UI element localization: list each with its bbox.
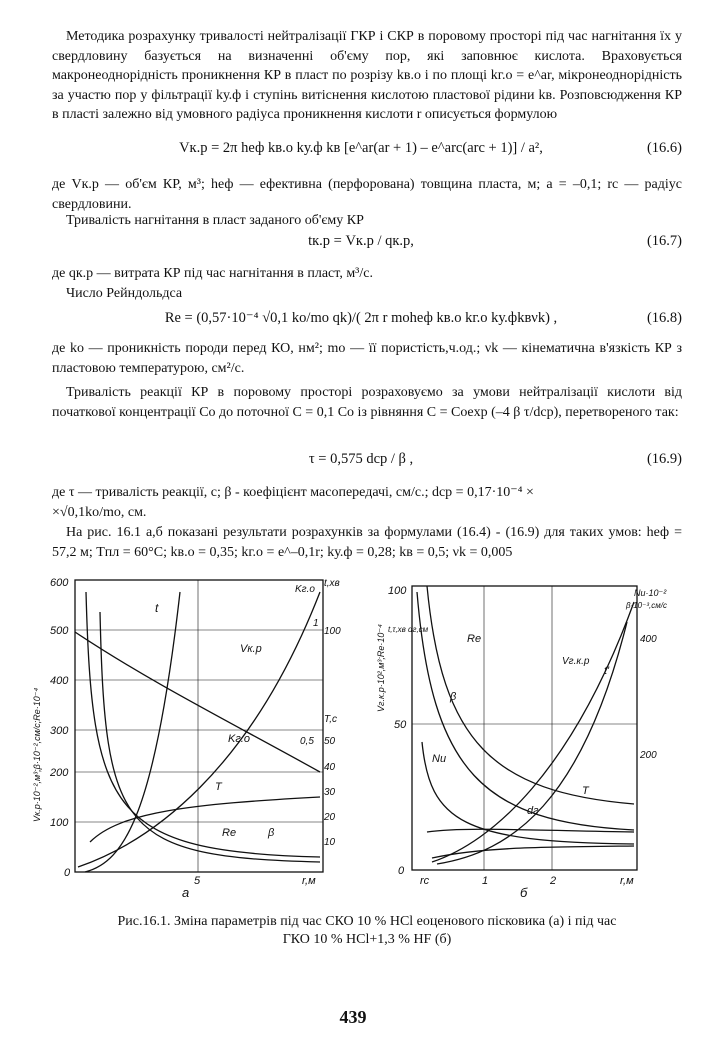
right-tick: 100 bbox=[324, 626, 341, 637]
right-tick: 50 bbox=[324, 736, 336, 747]
page-number: 439 bbox=[339, 1007, 367, 1027]
right-tick: 200 bbox=[640, 750, 657, 761]
curve-label-beta: β bbox=[268, 827, 275, 839]
curve-label-t: t bbox=[155, 601, 159, 615]
y-axis-label: Vк.р·10⁻²,м³;β·10⁻²,см/с;Re·10⁻⁴ bbox=[32, 687, 42, 822]
equation-number: (16.6) bbox=[646, 140, 682, 156]
y-tick: 50 bbox=[394, 719, 407, 731]
equation-number: (16.7) bbox=[646, 233, 682, 249]
paragraph-reaction: Тривалість реакції КР в поровому просторі розраховуємо за умови нейтралізації кислоти від початкової концентрації Cо до поточної C = 0,1 Cо із рівняння C = Cоexp (–4 β τ/dср), перетвореного так: bbox=[52, 385, 682, 420]
right-tick: 20 bbox=[324, 812, 336, 823]
x-unit: r,м bbox=[302, 875, 316, 887]
curve-label-beta: β bbox=[450, 691, 457, 703]
curve-label-vgkr: Vг.к.р bbox=[562, 656, 590, 667]
curve-re bbox=[86, 592, 320, 857]
kgo-one-label: 1 bbox=[313, 618, 319, 629]
curve-label-kgo: Kг.о bbox=[228, 733, 250, 745]
equation-formula: τ = 0,575 dср / β , bbox=[308, 451, 414, 467]
figure-b bbox=[372, 572, 690, 900]
right-axis-label-2: β·10⁻³,см/с bbox=[626, 601, 667, 610]
curve-re bbox=[427, 586, 634, 804]
x-tick: 1 bbox=[482, 875, 489, 887]
x-tick: 5 bbox=[194, 875, 201, 887]
curve-label-dr: dг bbox=[527, 805, 539, 817]
equation-16-9 bbox=[100, 451, 682, 473]
curve-label-re: Re bbox=[222, 827, 237, 839]
figure-a-frame bbox=[75, 580, 323, 872]
equation-16-6 bbox=[100, 140, 682, 162]
curve-beta bbox=[417, 592, 634, 830]
paragraph-legend-4: де τ — тривалість реакції, с; β - коефіцієнт масопередачі, см/с.; dср = 0,17·10⁻⁴ × ×√0,1kо/mо, см. bbox=[52, 485, 534, 520]
curve-kgo bbox=[75, 632, 320, 772]
equation-formula: Re = (0,57·10⁻⁴ √0,1 kо/mо qk)/( 2π r mоhеф kв.о kг.о kу.фkвνk) , bbox=[164, 310, 558, 326]
y-axis-label: Vг.к.р·10²,м³;Re·10⁻⁴ bbox=[376, 623, 386, 712]
curve-label-tprime: t' bbox=[604, 665, 610, 677]
right-axis-label: t,хв bbox=[324, 578, 340, 589]
equation-formula: tк.р = Vк.р / qк.р, bbox=[308, 233, 414, 249]
right-tick: 40 bbox=[324, 762, 336, 773]
right-tick: 30 bbox=[324, 787, 336, 798]
equation-formula: Vк.р = 2π hеф kв.о kу.ф kв [e^ar(ar + 1) – e^arс(arс + 1)] / a², bbox=[179, 140, 543, 156]
x-unit: r,м bbox=[620, 875, 634, 887]
x-tick: rс bbox=[420, 875, 430, 887]
y-tick: 400 bbox=[50, 675, 69, 687]
curve-dr bbox=[427, 829, 634, 832]
curve-label-tau: T bbox=[215, 781, 222, 793]
curve-label-tau: T bbox=[582, 785, 589, 797]
y-tick: 100 bbox=[388, 585, 407, 597]
y-tick: 0 bbox=[64, 867, 71, 879]
right-axis-label: Nu·10⁻² bbox=[634, 588, 667, 598]
paragraph-method: Методика розрахунку тривалості нейтралізації ГКР і СКР в поровому просторі під час нагнітання їх у свердловину базується на визначенні об'єму пор, які заповнює кислота. Враховується макронеоднорідність проникнення КР в пласт по розрізу kв.о і по площі kг.о = e^ar, мікронеоднорідність за участю пор у фільтрації kу.ф і ступінь витіснення кислотою пластової рідини kв. Розповсюдження КР в пласті залежно від умовного радіуса проникнення кислоти r описується формулою bbox=[52, 29, 682, 122]
curve-label-nu: Nu bbox=[432, 753, 447, 765]
y-tick: 100 bbox=[50, 817, 69, 829]
equation-number: (16.9) bbox=[646, 451, 682, 467]
equation-number: (16.8) bbox=[646, 310, 682, 326]
curve-vgkr bbox=[432, 602, 634, 862]
figure-sublabel: б bbox=[520, 885, 528, 900]
curve-tau bbox=[90, 797, 320, 842]
equation-16-7 bbox=[100, 233, 682, 255]
curve-label-re: Re bbox=[467, 633, 482, 645]
curve-label-v: Vк.р bbox=[240, 643, 262, 655]
right-tick: 400 bbox=[640, 634, 657, 645]
figure-a bbox=[30, 572, 348, 900]
paragraph-legend-1: де Vк.р — об'єм КР, м³; hеф — ефективна (перфорована) товщина пласта, м; a = –0,1; rс — радіус свердловини. bbox=[52, 177, 682, 212]
y-tick: 300 bbox=[50, 725, 69, 737]
paragraph-conditions: На рис. 16.1 а,б показані результати розрахунків за формулами (16.4) - (16.9) для таких умов: hеф = 57,2 м; Tпл = 60°C; kв.о = 0,35; kг.о = e^–0,1r; kу.ф = 0,28; kв = 0,5; νk = 0,005 bbox=[52, 525, 682, 560]
figure-caption: Рис.16.1. Зміна параметрів під час СКО 10 % HCl еоценового пісковика (а) і під час ГКО 10 % HCl+1,3 % HF (б) bbox=[117, 914, 617, 947]
tc-label: T,с bbox=[324, 714, 337, 725]
x-tick: 2 bbox=[550, 875, 557, 887]
y-tick: 200 bbox=[50, 767, 69, 779]
y-small-label: t,τ,хв dг,см bbox=[388, 625, 429, 634]
paragraph-legend-3: де kо — проникність породи перед КО, нм²; mо — її пористість,ч.од.; νk — кінематична в'язкість КР з пластовою температурою, см²/с. bbox=[52, 341, 682, 376]
paragraph-duration: Тривалість нагнітання в пласт заданого об'єму КР bbox=[66, 213, 364, 228]
right-tick: 10 bbox=[324, 837, 336, 848]
equation-16-8 bbox=[100, 310, 682, 332]
y-tick: 600 bbox=[50, 577, 69, 589]
figure-sublabel: а bbox=[182, 885, 190, 900]
y-tick: 500 bbox=[50, 625, 69, 637]
y-tick: 0 bbox=[398, 865, 405, 877]
curve-t bbox=[85, 592, 180, 872]
paragraph-legend-2: де qк.р — витрата КР під час нагнітання в пласт, м³/с. Число Рейндольдса bbox=[52, 266, 373, 301]
kgo-axis-label: Kг.о bbox=[295, 584, 315, 595]
kgo-tick: 0,5 bbox=[300, 736, 314, 747]
